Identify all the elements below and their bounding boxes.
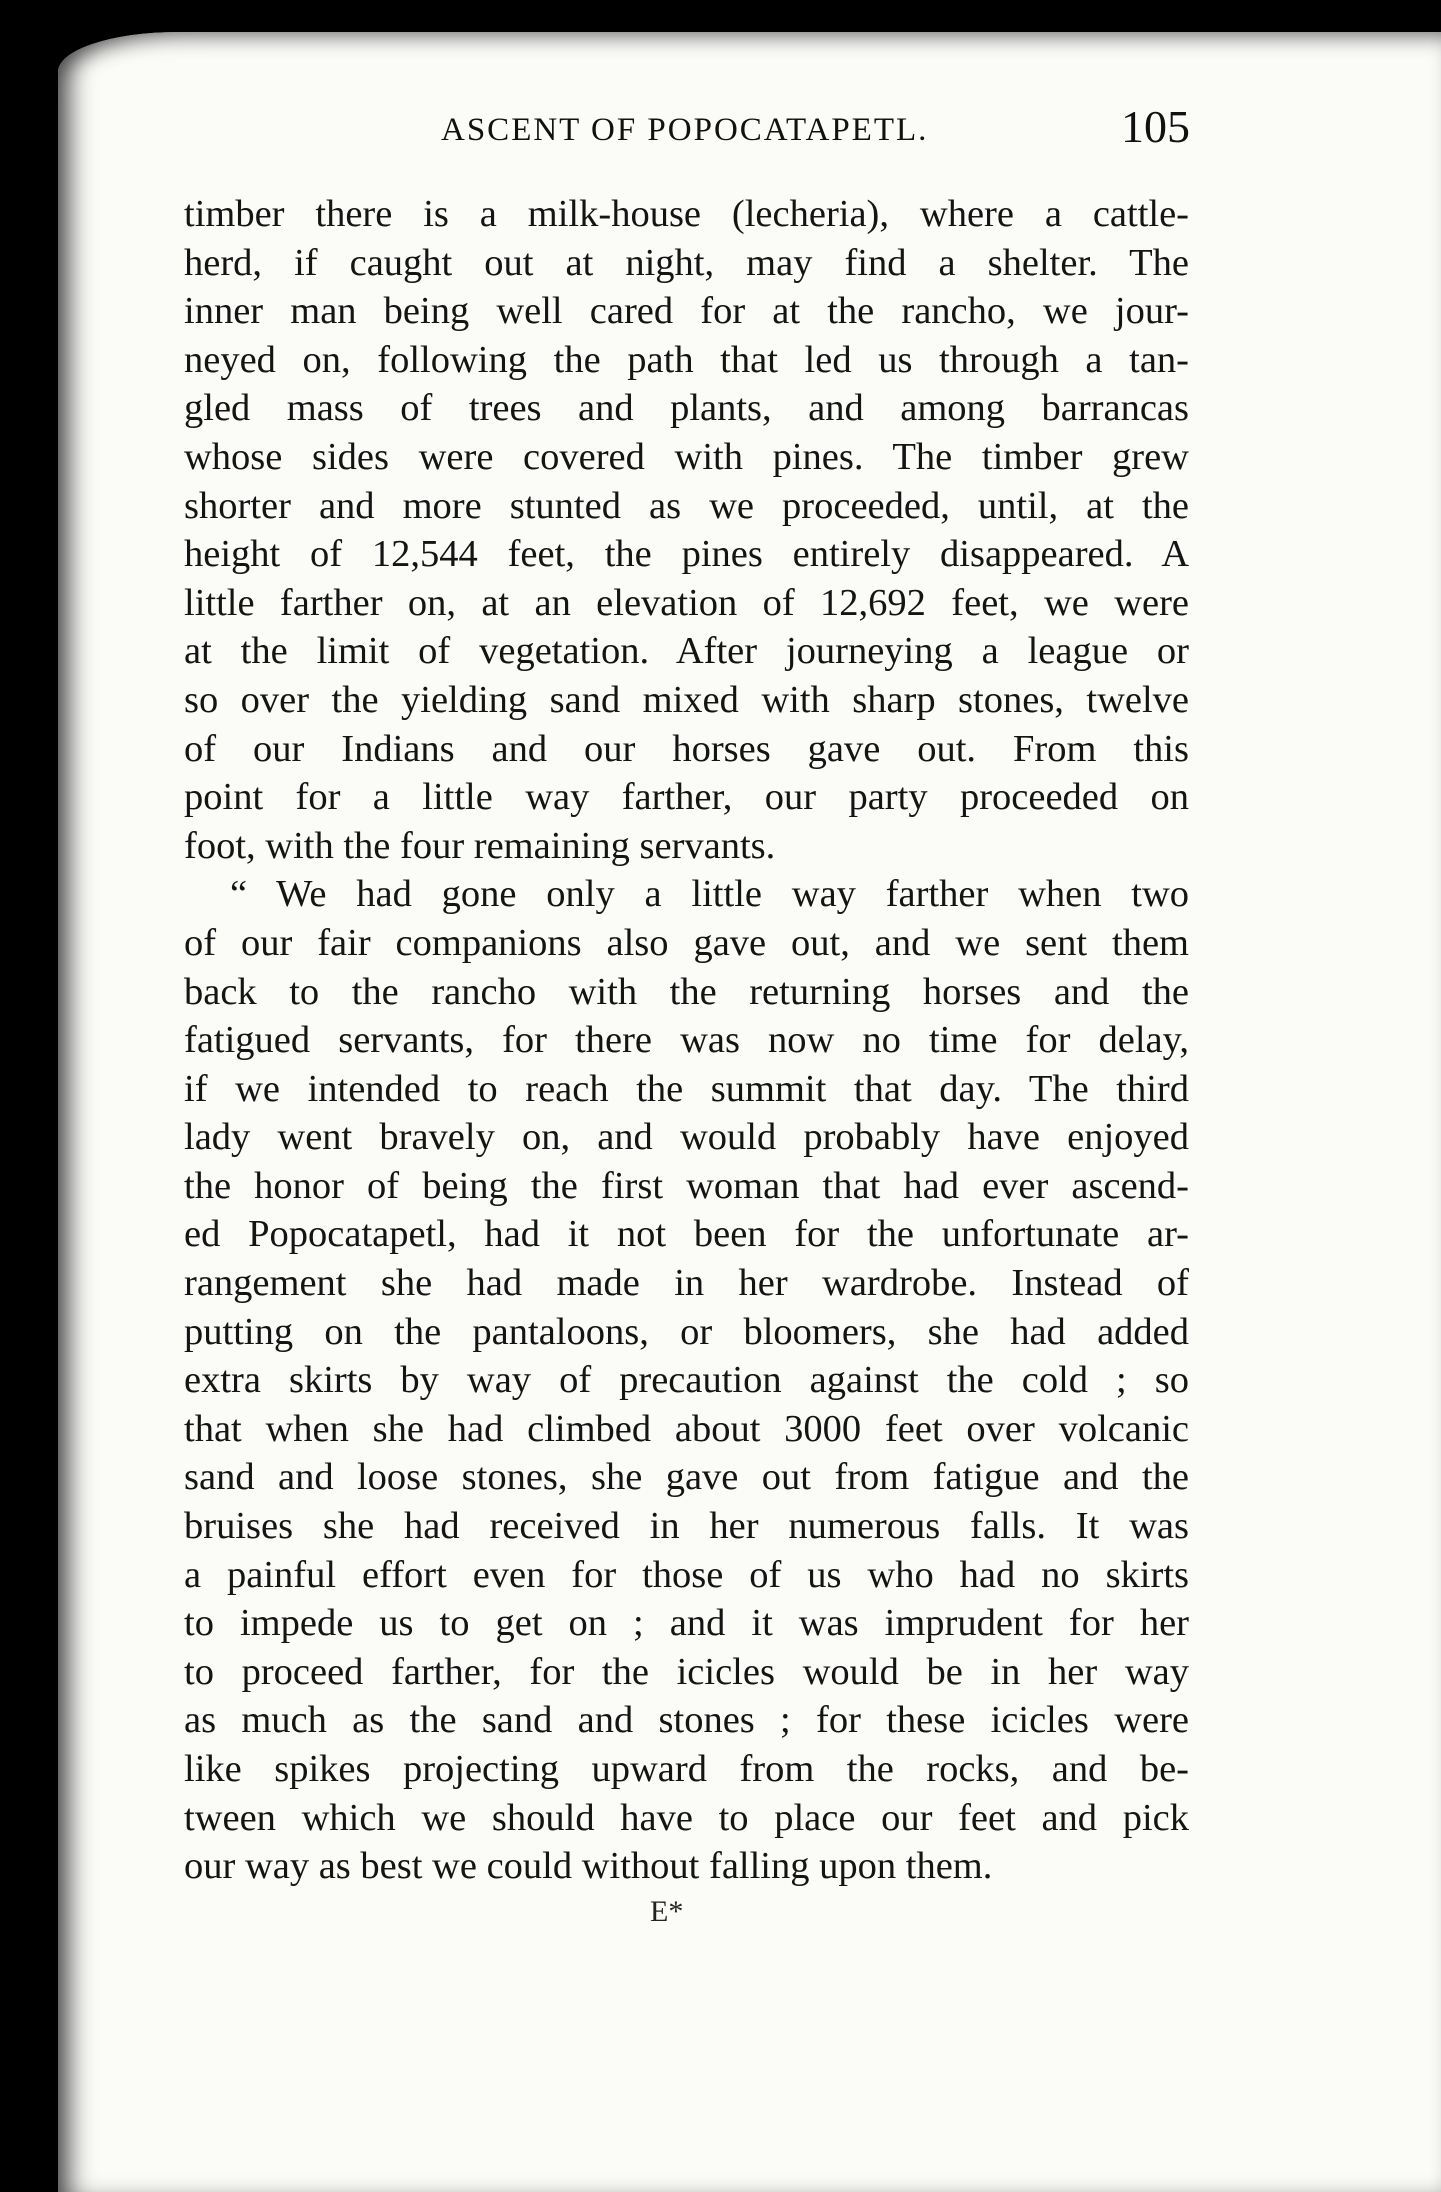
text-line: neyed on, following the path that led us through a tan- — [184, 338, 1189, 381]
text-line: the honor of being the first woman that had ever ascend- — [184, 1164, 1189, 1207]
text-line: our way as best we could without falling upon them. — [184, 1845, 993, 1888]
text-line: at the limit of vegetation. After journeying a league or — [184, 630, 1189, 673]
running-title: ASCENT OF POPOCATAPETL. — [441, 112, 929, 148]
text-line: tween which we should have to place our feet and pick — [184, 1796, 1189, 1839]
text-line: to impede us to get on ; and it was imprudent for her — [184, 1602, 1189, 1645]
text-line: of our fair companions also gave out, and we sent them — [184, 921, 1189, 964]
text-line: timber there is a milk-house (lecheria), where a cattle- — [184, 193, 1189, 235]
text-line: if we intended to reach the summit that day. The third — [184, 1067, 1189, 1110]
text-line: extra skirts by way of precaution against the cold ; so — [184, 1359, 1189, 1402]
text-line: herd, if caught out at night, may find a shelter. The — [184, 241, 1189, 284]
signature-mark: E* — [650, 1895, 684, 1928]
text-line: that when she had climbed about 3000 feet over volcanic — [184, 1407, 1189, 1450]
text-line: lady went bravely on, and would probably have enjoyed — [184, 1116, 1189, 1159]
text-line: little farther on, at an elevation of 12,692 feet, we were — [184, 581, 1189, 624]
text-line: so over the yielding sand mixed with sharp stones, twelve — [184, 678, 1189, 721]
text-line: putting on the pantaloons, or bloomers, she had added — [184, 1310, 1189, 1353]
text-line: height of 12,544 feet, the pines entirely disappeared. A — [184, 533, 1189, 576]
text-line: ed Popocatapetl, had it not been for the unfortunate ar- — [184, 1213, 1189, 1256]
text-line: like spikes projecting upward from the rocks, and be- — [184, 1748, 1189, 1790]
text-line: a painful effort even for those of us who had no skirts — [184, 1553, 1189, 1596]
body-text — [184, 190, 1189, 1891]
running-head — [180, 100, 1190, 160]
text-line: fatigued servants, for there was now no time for delay, — [184, 1019, 1189, 1062]
text-line: sand and loose stones, she gave out from fatigue and the — [184, 1456, 1189, 1499]
text-line: back to the rancho with the returning horses and the — [184, 970, 1189, 1013]
text-line: whose sides were covered with pines. The timber grew — [184, 435, 1189, 478]
text-line: to proceed farther, for the icicles would be in her way — [184, 1650, 1189, 1693]
text-line: bruises she had received in her numerous falls. It was — [184, 1505, 1189, 1548]
text-line: gled mass of trees and plants, and among barrancas — [184, 387, 1189, 430]
page-number: 105 — [1121, 101, 1190, 152]
text-line: shorter and more stunted as we proceeded, until, at the — [184, 484, 1189, 527]
text-line: rangement she had made in her wardrobe. Instead of — [184, 1262, 1189, 1305]
text-line: inner man being well cared for at the rancho, we jour- — [184, 290, 1189, 333]
text-line: point for a little way farther, our party proceeded on — [184, 776, 1189, 819]
text-line: of our Indians and our horses gave out. From this — [184, 727, 1189, 770]
text-line: as much as the sand and stones ; for these icicles were — [184, 1699, 1189, 1742]
text-line: “ We had gone only a little way farther when two — [230, 873, 1189, 916]
text-line: foot, with the four remaining servants. — [184, 824, 776, 867]
